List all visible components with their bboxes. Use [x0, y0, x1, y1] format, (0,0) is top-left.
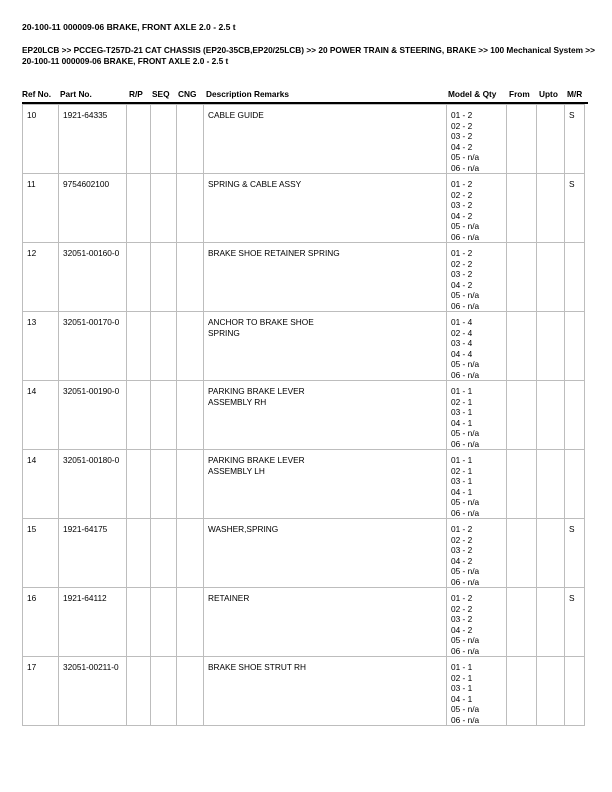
mr-cell: [565, 312, 585, 381]
rp-cell: [127, 174, 151, 243]
col-upto-header: Upto: [539, 89, 558, 99]
ref-number-cell: 15: [23, 519, 59, 588]
cng-cell: [177, 450, 204, 519]
table-row: [23, 243, 585, 312]
seq-cell: [151, 174, 177, 243]
model-qty-line: 05 - n/a: [451, 221, 480, 231]
part-number-cell: 32051-00190-0: [59, 381, 127, 450]
rp-cell: [127, 519, 151, 588]
model-qty-line: 06 - n/a: [451, 300, 480, 311]
model-qty-line: 01 - 1: [451, 386, 473, 396]
model-qty-line: 04 - 4: [451, 348, 473, 359]
model-qty-line: 01 - 2: [451, 110, 473, 120]
col-from-header: From: [509, 89, 530, 99]
part-number-cell: 1921-64175: [59, 519, 127, 588]
col-rp-header: R/P: [129, 89, 143, 99]
model-qty-line: 02 - 1: [451, 672, 473, 683]
model-qty-cell: [447, 519, 507, 588]
model-qty-line: 02 - 2: [451, 258, 473, 269]
model-qty-line: 05 - n/a: [451, 635, 480, 645]
model-qty-line: 06 - n/a: [451, 231, 480, 242]
breadcrumb: EP20LCB >> PCCEG-T257D-21 CAT CHASSIS (EP20-35CB,EP20/25LCB) >> 20 POWER TRAIN & STEERING, BRAKE >> 100 Mechanical System >> 20-100-11 000009-06 BRAKE, FRONT AXLE 2.0 - 2.5 t: [22, 45, 595, 66]
rp-cell: [127, 657, 151, 726]
from-cell: [507, 519, 537, 588]
upto-cell: [537, 450, 565, 519]
seq-cell: [151, 450, 177, 519]
model-qty-line: 04 - 2: [451, 210, 473, 221]
model-qty-line: 05 - n/a: [451, 290, 480, 300]
model-qty-line: 02 - 2: [451, 603, 473, 614]
from-cell: [507, 312, 537, 381]
from-cell: [507, 588, 537, 657]
model-qty-line: 03 - 1: [451, 476, 473, 486]
cng-cell: [177, 105, 204, 174]
mr-cell: [565, 450, 585, 519]
mr-cell: S: [565, 519, 585, 588]
seq-cell: [151, 312, 177, 381]
seq-cell: [151, 588, 177, 657]
table-row: [23, 312, 585, 381]
seq-cell: [151, 105, 177, 174]
mr-cell: S: [565, 105, 585, 174]
cng-cell: [177, 174, 204, 243]
from-cell: [507, 174, 537, 243]
model-qty-line: 03 - 2: [451, 614, 473, 624]
rp-cell: [127, 381, 151, 450]
upto-cell: [537, 657, 565, 726]
upto-cell: [537, 105, 565, 174]
model-qty-line: 02 - 2: [451, 534, 473, 545]
model-qty-line: 02 - 2: [451, 189, 473, 200]
ref-number-cell: 11: [23, 174, 59, 243]
mr-cell: [565, 381, 585, 450]
table-header: [22, 87, 588, 103]
rp-cell: [127, 243, 151, 312]
from-cell: [507, 657, 537, 726]
model-qty-cell: [447, 174, 507, 243]
model-qty-line: 02 - 1: [451, 396, 473, 407]
table-row: [23, 450, 585, 519]
model-qty-line: 03 - 2: [451, 200, 473, 210]
table-row: [23, 174, 585, 243]
model-qty-line: 03 - 1: [451, 407, 473, 417]
model-qty-line: 01 - 2: [451, 524, 473, 534]
ref-number-cell: 17: [23, 657, 59, 726]
description-cell: PARKING BRAKE LEVER ASSEMBLY RH: [204, 381, 447, 450]
seq-cell: [151, 657, 177, 726]
description-cell: WASHER,SPRING: [204, 519, 447, 588]
upto-cell: [537, 174, 565, 243]
mr-cell: [565, 243, 585, 312]
model-qty-cell: [447, 381, 507, 450]
seq-cell: [151, 519, 177, 588]
model-qty-line: 05 - n/a: [451, 152, 480, 162]
col-cng-header: CNG: [178, 89, 197, 99]
description-cell: ANCHOR TO BRAKE SHOE SPRING: [204, 312, 447, 381]
part-number-cell: 32051-00160-0: [59, 243, 127, 312]
model-qty-line: 03 - 2: [451, 269, 473, 279]
model-qty-cell: [447, 450, 507, 519]
model-qty-line: 06 - n/a: [451, 576, 480, 587]
model-qty-line: 03 - 2: [451, 131, 473, 141]
model-qty-line: 01 - 2: [451, 179, 473, 189]
model-qty-line: 03 - 1: [451, 683, 473, 693]
model-qty-cell: [447, 657, 507, 726]
model-qty-line: 04 - 2: [451, 624, 473, 635]
seq-cell: [151, 381, 177, 450]
model-qty-line: 06 - n/a: [451, 714, 480, 725]
model-qty-line: 03 - 4: [451, 338, 473, 348]
model-qty-line: 05 - n/a: [451, 704, 480, 714]
model-qty-line: 04 - 1: [451, 693, 473, 704]
model-qty-line: 01 - 2: [451, 248, 473, 258]
model-qty-line: 04 - 1: [451, 486, 473, 497]
upto-cell: [537, 381, 565, 450]
model-qty-line: 05 - n/a: [451, 359, 480, 369]
model-qty-line: 01 - 1: [451, 662, 473, 672]
table-row: [23, 588, 585, 657]
col-part-header: Part No.: [60, 89, 92, 99]
model-qty-line: 05 - n/a: [451, 428, 480, 438]
description-cell: BRAKE SHOE RETAINER SPRING: [204, 243, 447, 312]
rp-cell: [127, 588, 151, 657]
description-cell: PARKING BRAKE LEVER ASSEMBLY LH: [204, 450, 447, 519]
model-qty-line: 04 - 1: [451, 417, 473, 428]
col-desc-header: Description Remarks: [206, 89, 290, 99]
col-seq-header: SEQ: [152, 89, 170, 99]
ref-number-cell: 13: [23, 312, 59, 381]
model-qty-cell: [447, 312, 507, 381]
model-qty-line: 05 - n/a: [451, 497, 480, 507]
model-qty-cell: [447, 588, 507, 657]
model-qty-line: 04 - 2: [451, 555, 473, 566]
ref-number-cell: 10: [23, 105, 59, 174]
description-cell: CABLE GUIDE: [204, 105, 447, 174]
from-cell: [507, 450, 537, 519]
parts-table: [22, 104, 585, 726]
cng-cell: [177, 657, 204, 726]
ref-number-cell: 14: [23, 381, 59, 450]
table-row: [23, 519, 585, 588]
cng-cell: [177, 312, 204, 381]
col-ref-header: Ref No.: [22, 89, 52, 99]
model-qty-line: 03 - 2: [451, 545, 473, 555]
description-cell: SPRING & CABLE ASSY: [204, 174, 447, 243]
model-qty-line: 05 - n/a: [451, 566, 480, 576]
rp-cell: [127, 450, 151, 519]
model-qty-line: 02 - 4: [451, 327, 473, 338]
model-qty-cell: [447, 105, 507, 174]
table-row: [23, 381, 585, 450]
model-qty-line: 01 - 1: [451, 455, 473, 465]
mr-cell: [565, 657, 585, 726]
model-qty-line: 06 - n/a: [451, 507, 480, 518]
cng-cell: [177, 588, 204, 657]
part-number-cell: 32051-00180-0: [59, 450, 127, 519]
model-qty-line: 01 - 4: [451, 317, 473, 327]
part-number-cell: 9754602100: [59, 174, 127, 243]
model-qty-line: 02 - 2: [451, 120, 473, 131]
col-mr-header: M/R: [567, 89, 583, 99]
seq-cell: [151, 243, 177, 312]
description-cell: BRAKE SHOE STRUT RH: [204, 657, 447, 726]
mr-cell: S: [565, 588, 585, 657]
ref-number-cell: 12: [23, 243, 59, 312]
table-row: [23, 105, 585, 174]
model-qty-line: 06 - n/a: [451, 369, 480, 380]
ref-number-cell: 14: [23, 450, 59, 519]
model-qty-line: 06 - n/a: [451, 438, 480, 449]
model-qty-line: 06 - n/a: [451, 162, 480, 173]
model-qty-line: 06 - n/a: [451, 645, 480, 656]
description-cell: RETAINER: [204, 588, 447, 657]
model-qty-line: 02 - 1: [451, 465, 473, 476]
part-number-cell: 32051-00211-0: [59, 657, 127, 726]
upto-cell: [537, 519, 565, 588]
page-title: 20-100-11 000009-06 BRAKE, FRONT AXLE 2.0 - 2.5 t: [22, 22, 236, 32]
part-number-cell: 1921-64335: [59, 105, 127, 174]
mr-cell: S: [565, 174, 585, 243]
cng-cell: [177, 519, 204, 588]
upto-cell: [537, 312, 565, 381]
rp-cell: [127, 312, 151, 381]
rp-cell: [127, 105, 151, 174]
model-qty-line: 01 - 2: [451, 593, 473, 603]
model-qty-cell: [447, 243, 507, 312]
cng-cell: [177, 381, 204, 450]
upto-cell: [537, 243, 565, 312]
cng-cell: [177, 243, 204, 312]
part-number-cell: 1921-64112: [59, 588, 127, 657]
col-model-header: Model & Qty: [448, 89, 497, 99]
model-qty-line: 04 - 2: [451, 141, 473, 152]
table-row: [23, 657, 585, 726]
from-cell: [507, 381, 537, 450]
part-number-cell: 32051-00170-0: [59, 312, 127, 381]
upto-cell: [537, 588, 565, 657]
from-cell: [507, 243, 537, 312]
model-qty-line: 04 - 2: [451, 279, 473, 290]
from-cell: [507, 105, 537, 174]
ref-number-cell: 16: [23, 588, 59, 657]
